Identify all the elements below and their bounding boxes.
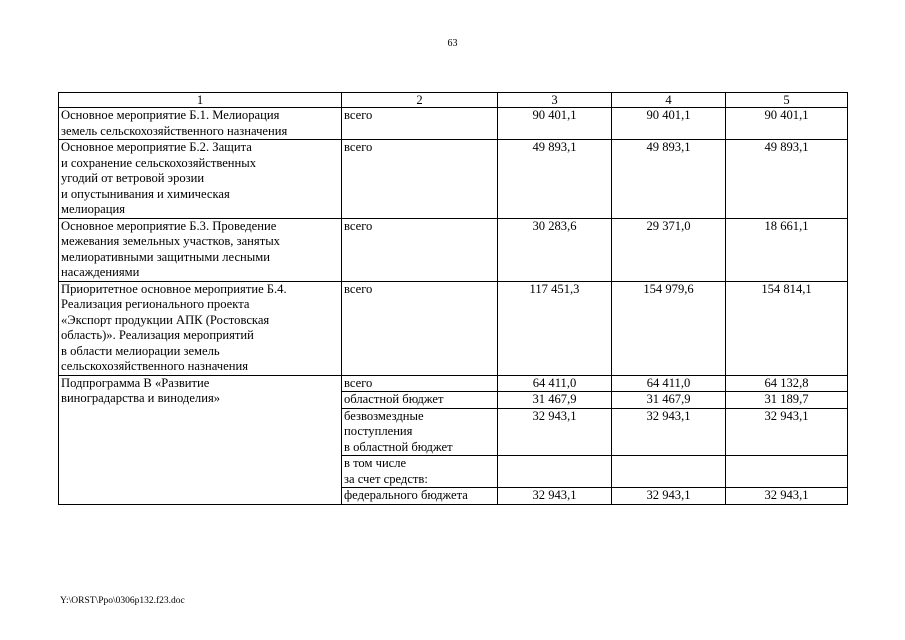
value-col-4-cell [612, 456, 726, 488]
subprogram-name-cell: Подпрограмма В «Развитие виноградарства и виноделия» [59, 375, 342, 504]
value-col-3-cell: 90 401,1 [498, 108, 612, 140]
value-col-4-cell: 49 893,1 [612, 140, 726, 219]
header-col-3: 3 [498, 93, 612, 108]
value-col-3-cell [498, 456, 612, 488]
value-col-5-cell: 64 132,8 [726, 375, 848, 392]
table-header-row [59, 93, 848, 108]
funding-type-cell: безвозмездные поступления в областной бюджет [342, 408, 498, 456]
header-col-1: 1 [59, 93, 342, 108]
page-number: 63 [447, 38, 458, 49]
value-col-3-cell: 49 893,1 [498, 140, 612, 219]
value-col-4-cell: 90 401,1 [612, 108, 726, 140]
measure-name-cell: Основное мероприятие Б.2. Защита и сохранение сельскохозяйственных угодий от ветровой эрозии и опустынивания и химическая мелиорация [59, 140, 342, 219]
value-col-4-cell: 154 979,6 [612, 281, 726, 375]
table-row [59, 218, 848, 281]
document-file-path: Y:\ORST\Ppo\0306p132.f23.doc [60, 596, 185, 606]
header-col-5: 5 [726, 93, 848, 108]
funding-type-cell: всего [342, 140, 498, 219]
value-col-4-cell: 32 943,1 [612, 408, 726, 456]
value-col-3-cell: 117 451,3 [498, 281, 612, 375]
value-col-3-cell: 32 943,1 [498, 408, 612, 456]
value-col-3-cell: 64 411,0 [498, 375, 612, 392]
value-col-5-cell: 18 661,1 [726, 218, 848, 281]
funding-type-cell: в том числе за счет средств: [342, 456, 498, 488]
funding-type-cell: федерального бюджета [342, 488, 498, 505]
funding-type-cell: всего [342, 108, 498, 140]
header-col-2: 2 [342, 93, 498, 108]
measure-name-cell: Основное мероприятие Б.1. Мелиорация земель сельскохозяйственного назначения [59, 108, 342, 140]
table-row [59, 140, 848, 219]
value-col-5-cell [726, 456, 848, 488]
funding-type-cell: областной бюджет [342, 392, 498, 409]
measure-name-cell: Приоритетное основное мероприятие Б.4. Реализация регионального проекта «Экспорт продукции АПК (Ростовская область)». Реализация мероприятий в области мелиорации земель сельскохозяйственного назначения [59, 281, 342, 375]
value-col-5-cell: 32 943,1 [726, 488, 848, 505]
value-col-4-cell: 64 411,0 [612, 375, 726, 392]
value-col-3-cell: 31 467,9 [498, 392, 612, 409]
value-col-5-cell: 154 814,1 [726, 281, 848, 375]
value-col-3-cell: 32 943,1 [498, 488, 612, 505]
funding-type-cell: всего [342, 375, 498, 392]
financing-table [58, 92, 848, 505]
table-row [59, 375, 848, 392]
value-col-5-cell: 90 401,1 [726, 108, 848, 140]
value-col-4-cell: 32 943,1 [612, 488, 726, 505]
value-col-5-cell: 49 893,1 [726, 140, 848, 219]
table-row [59, 108, 848, 140]
funding-type-cell: всего [342, 281, 498, 375]
value-col-3-cell: 30 283,6 [498, 218, 612, 281]
value-col-4-cell: 29 371,0 [612, 218, 726, 281]
measure-name-cell: Основное мероприятие Б.3. Проведение межевания земельных участков, занятых мелиоративными защитными лесными насаждениями [59, 218, 342, 281]
funding-type-cell: всего [342, 218, 498, 281]
value-col-5-cell: 32 943,1 [726, 408, 848, 456]
value-col-5-cell: 31 189,7 [726, 392, 848, 409]
table-row [59, 281, 848, 375]
header-col-4: 4 [612, 93, 726, 108]
value-col-4-cell: 31 467,9 [612, 392, 726, 409]
